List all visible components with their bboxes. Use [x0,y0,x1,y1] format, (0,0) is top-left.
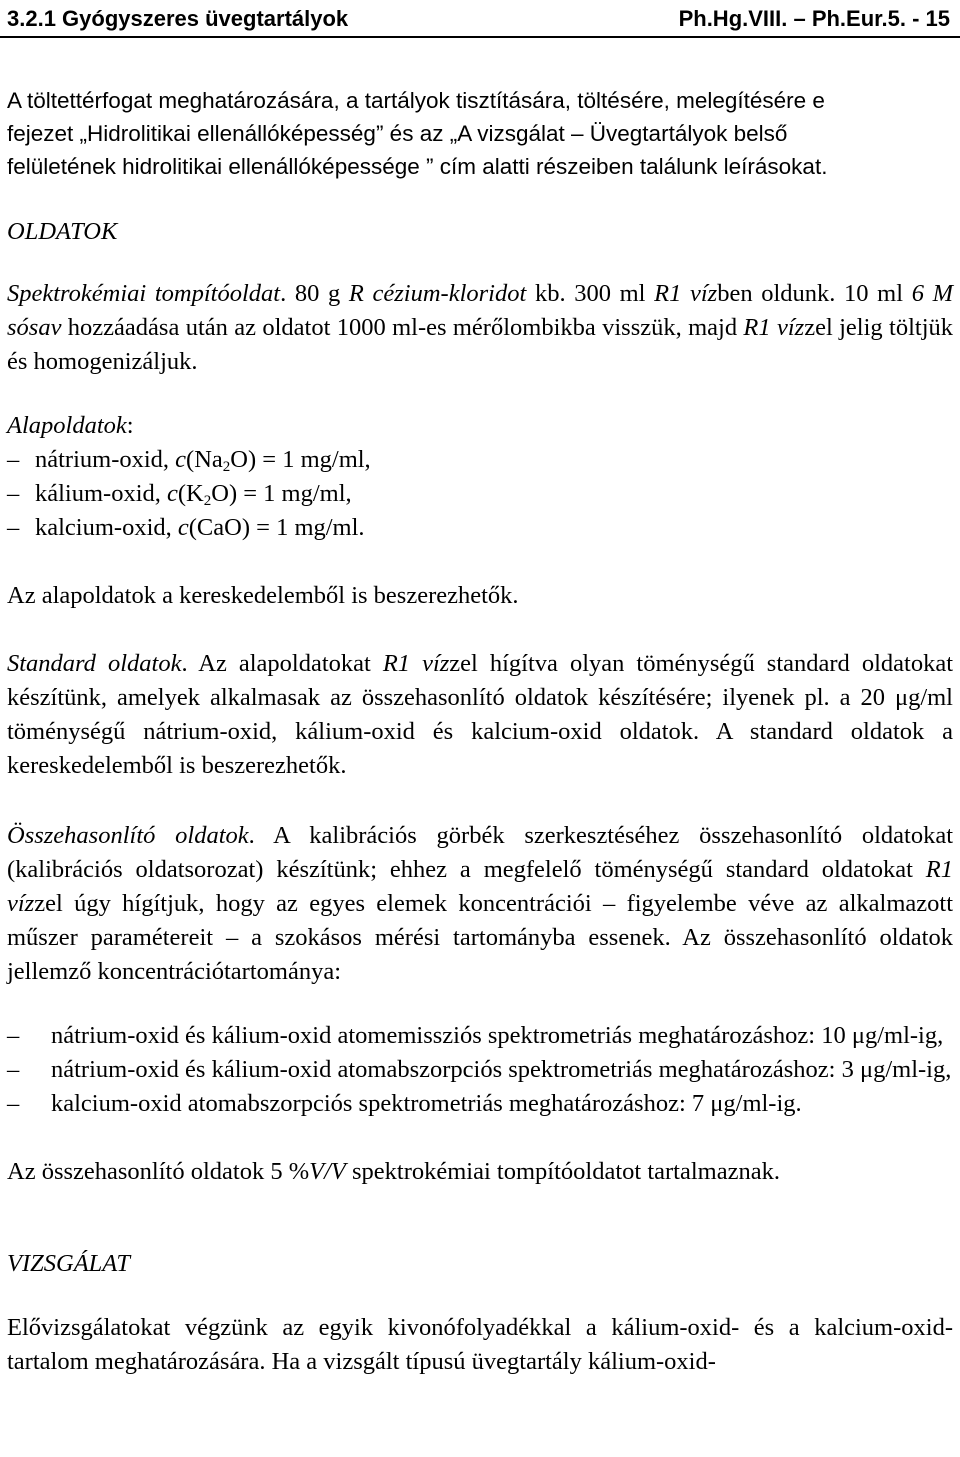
standard-term: Standard oldatok [7,650,182,677]
intro-line: felületének hidrolitikai ellenállóképessége ” cím alatti részeiben találunk leírásokat. [7,154,828,179]
header-rule [0,36,960,38]
text-run: (Na [186,446,223,473]
list-item [7,1053,953,1087]
list-item [7,511,953,545]
reagent-ref: R1 víz [7,856,953,917]
list-item-text: nátrium-oxid és kálium-oxid atomabszorpciós spektrometriás meghatározáshoz: 3 μg/ml-ig, [51,1056,952,1083]
spektro-paragraph [7,277,953,379]
text-run: . Az alapoldatokat [181,650,383,677]
list-item [7,443,953,477]
intro-line: A töltettérfogat meghatározására, a tartályok tisztítására, töltésére, melegítésére e [7,88,825,113]
text-run: zel hígítva olyan töménységű standard oldatokat készítünk, amelyek alkalmasak az összehasonlító oldatok készítésére; ilyenek pl. a 20 μg/ml töménységű nátrium-oxid, kálium-oxid és kalcium-oxid oldatok. A standard oldatok a kereskedelemből is beszerezhetők. [7,650,953,779]
unit: V/V [309,1158,346,1185]
text-run: hozzáadása után az oldatot 1000 ml-es mérőlombikba visszük, majd [61,314,744,341]
spektro-term: Spektrokémiai tompítóoldat [7,280,281,307]
text-run: Az összehasonlító oldatok 5 % [7,1158,310,1185]
oldatok-heading: OLDATOK [7,218,118,245]
dash-bullet: – [7,514,20,541]
concentration-range-list [7,1019,953,1121]
reagent-ref: 6 M sósav [7,280,954,341]
document-body [7,84,953,1379]
standard-paragraph [7,647,953,783]
list-item-text: kalcium-oxid atomabszorpciós spektrometriás meghatározáshoz: 7 μg/ml-ig. [51,1090,802,1117]
list-item [7,477,953,511]
reagent-ref: R1 víz [654,280,718,307]
reagent-ref: R cézium-kloridot [348,280,527,307]
concentration-symbol: c [167,480,178,507]
text-run: ben oldunk. 10 ml [717,280,912,307]
text-run: O) = 1 mg/ml, [230,446,371,473]
osszehasonlito-paragraph [7,819,953,989]
list-item [7,1019,953,1053]
list-item [7,1087,953,1121]
intro-line: fejezet „Hidrolitikai ellenállóképesség” és az „A vizsgálat – Üvegtartályok belső [7,121,788,146]
alapoldatok-term: Alapoldatok [7,412,127,439]
text-run: = 1 mg/ml. [250,514,365,541]
intro-paragraph [7,84,953,183]
dash-bullet: – [7,1022,20,1049]
text-run: kálium-oxid, [35,480,168,507]
vizsgalat-paragraph: Elővizsgálatokat végzünk az egyik kivonófolyadékkal a kálium-oxid- és a kalcium-oxid-tartalom meghatározására. Ha a vizsgált típusú üvegtartály kálium-oxid- [7,1314,953,1375]
text-run: O) = 1 mg/ml, [211,480,352,507]
concentration-symbol: c [175,446,187,473]
subscript: 2 [222,459,231,475]
reagent-ref: R1 víz [382,650,450,677]
subscript: 2 [203,493,212,509]
osszehasonlito-term: Összehasonlító oldatok [7,822,249,849]
alapoldatok-list [7,443,953,545]
pharmacopoeia-reference: Ph.Hg.VIII. – Ph.Eur.5. - 15 [678,6,950,31]
concentration-symbol: c [177,514,189,541]
dash-bullet: – [7,1056,20,1083]
alapoldatok-note: Az alapoldatok a kereskedelemből is beszerezhetők. [7,582,519,609]
page-header [7,4,950,34]
text-run: . A kalibrációs görbék szerkesztéséhez összehasonlító oldatokat (kalibrációs oldatsorozat) készítünk; ehhez a megfelelő töménységű standard oldatokat [7,822,953,883]
vizsgalat-heading: VIZSGÁLAT [7,1250,130,1277]
text-run: (K [177,480,204,507]
tompito-note [7,1155,953,1189]
text-run: zel jelig töltjük és homogenizáljuk. [7,314,954,375]
list-item-text: nátrium-oxid és kálium-oxid atomemissziós spektrometriás meghatározáshoz: 10 μg/ml-ig, [51,1022,944,1049]
text-run: kalcium-oxid, [35,514,178,541]
dash-bullet: – [7,446,20,473]
text-run: kb. 300 ml [526,280,655,307]
text-run: nátrium-oxid, [35,446,176,473]
dash-bullet: – [7,1090,20,1117]
text-run: (CaO) [188,514,250,541]
section-title: 3.2.1 Gyógyszeres üvegtartályok [7,6,349,31]
text-run: . 80 g [280,280,349,307]
reagent-ref: R1 víz [743,314,805,341]
text-run: : [126,412,134,439]
text-run: zel úgy hígítjuk, hogy az egyes elemek koncentrációi – figyelembe véve az alkalmazott műszer paramétereit – a szokásos mérési tartományba essenek. Az összehasonlító oldatok jellemző koncentrációtartománya: [7,890,953,985]
alapoldatok-heading [7,409,953,443]
dash-bullet: – [7,480,20,507]
text-run: spektrokémiai tompítóoldatot tartalmaznak. [345,1158,780,1185]
